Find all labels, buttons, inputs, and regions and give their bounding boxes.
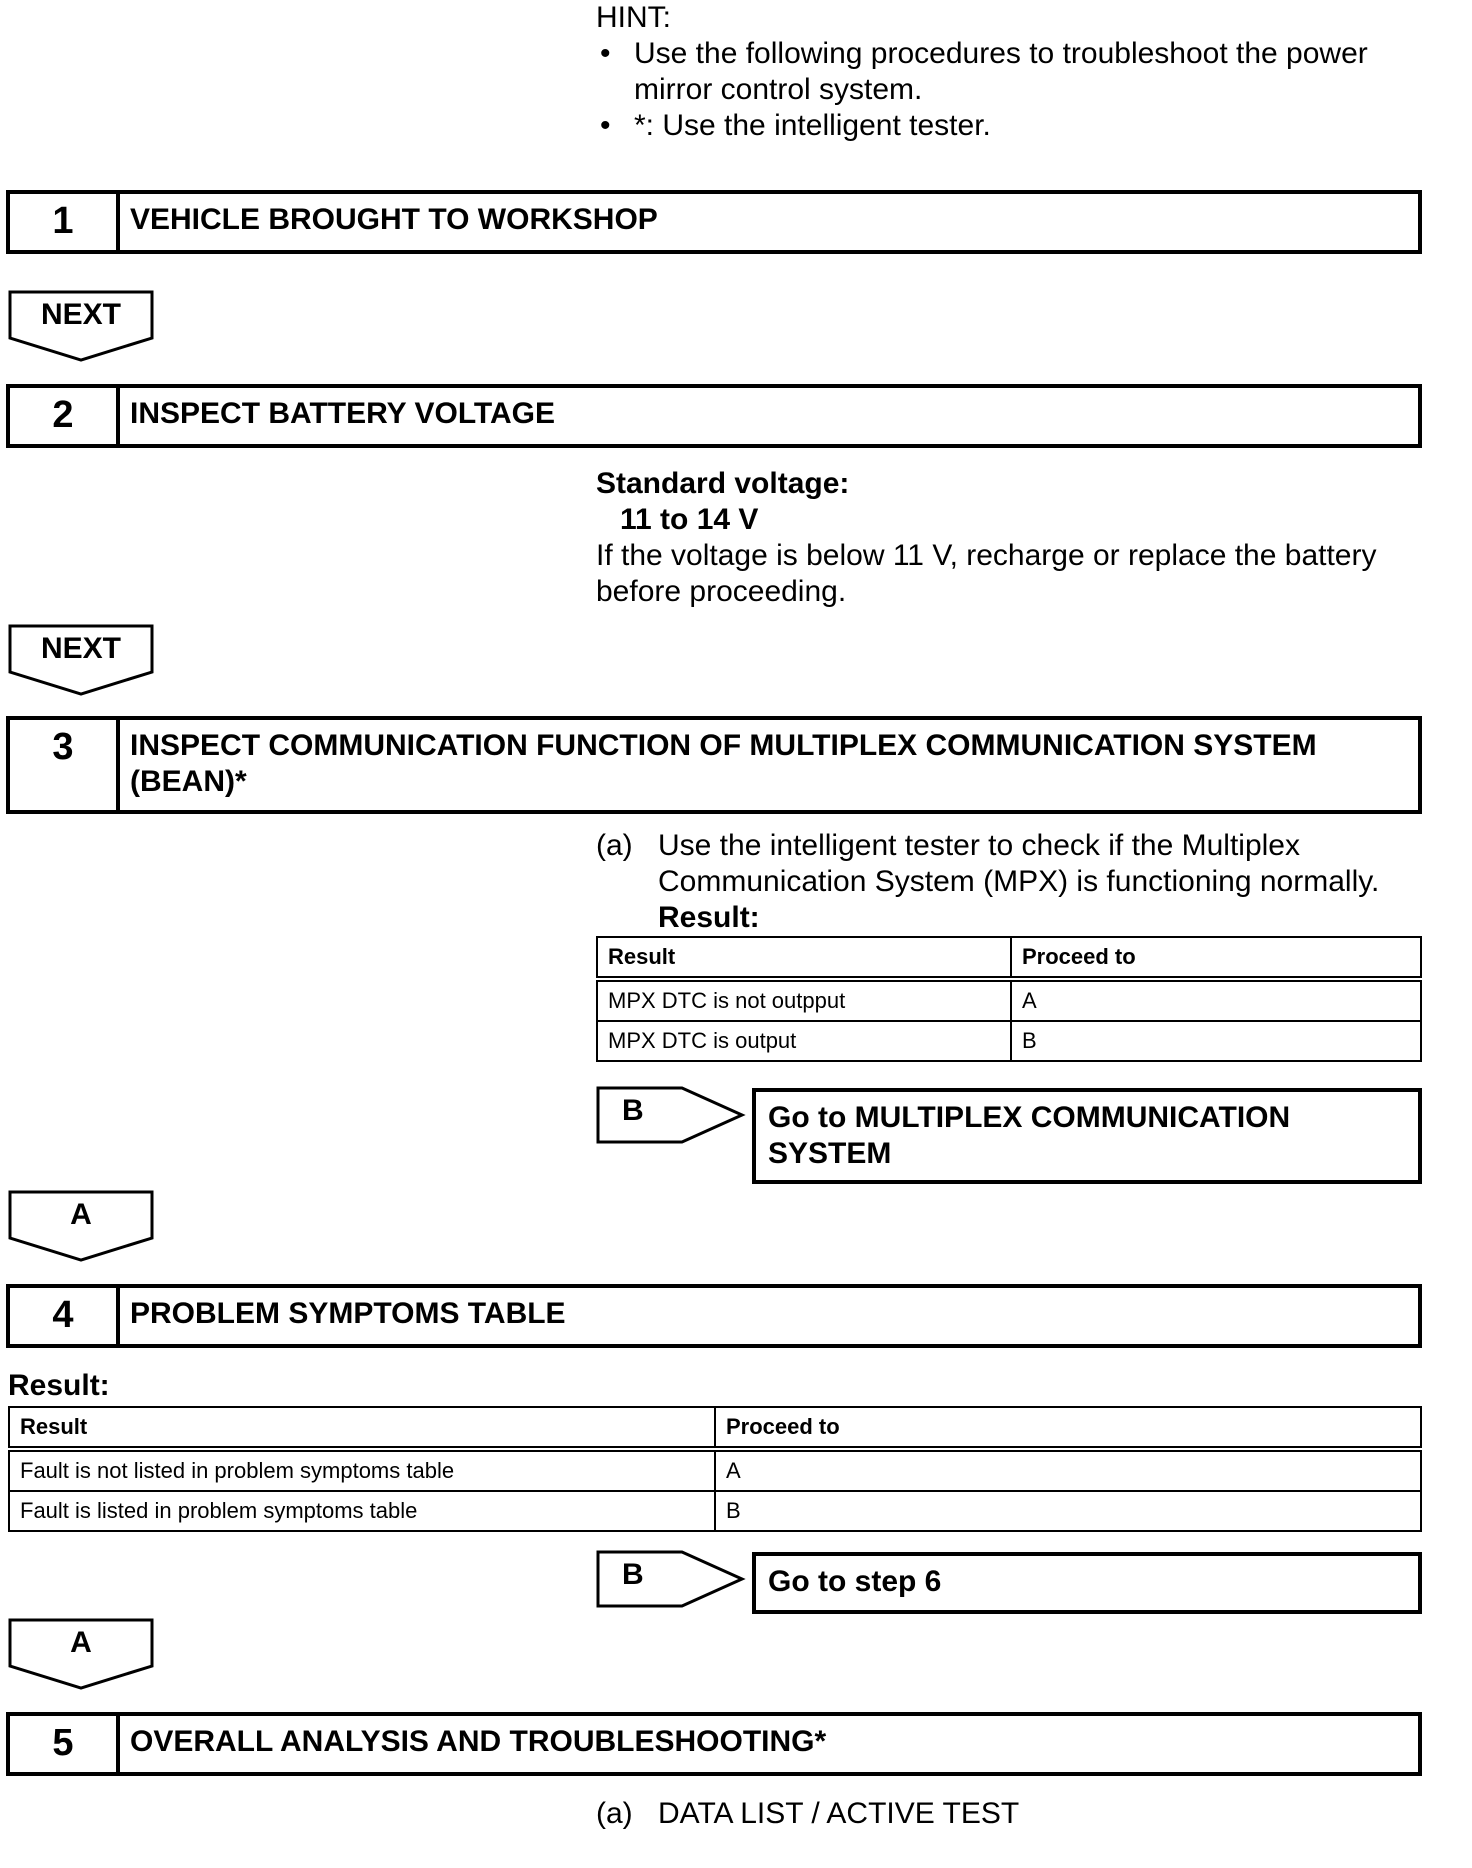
right-arrow-icon [596, 1550, 746, 1608]
branch-b-tag [596, 1086, 746, 1144]
result-label: Result: [8, 1369, 110, 1402]
branch-a-arrow [8, 1618, 154, 1692]
table-row [597, 1021, 1421, 1061]
table-cell: A [715, 1449, 1421, 1491]
step-5-content [596, 1796, 1422, 1832]
table-cell: B [1011, 1021, 1421, 1061]
step-2-content [596, 466, 1416, 610]
step-3-box [6, 716, 1422, 814]
standard-voltage-value: 11 to 14 V [620, 503, 759, 536]
branch-label: A [70, 1198, 92, 1231]
step-number: 4 [10, 1288, 120, 1344]
table-cell: Fault is listed in problem symptoms table [9, 1491, 715, 1531]
table-header-row [9, 1407, 1421, 1449]
step-title: OVERALL ANALYSIS AND TROUBLESHOOTING* [130, 1725, 827, 1758]
table-cell: Fault is not listed in problem symptoms table [9, 1449, 715, 1491]
branch-label: B [622, 1094, 644, 1127]
step-2-box [6, 384, 1422, 448]
goto-box: Go to step 6 [752, 1552, 1422, 1614]
table-header: Proceed to [1011, 937, 1421, 979]
hint-item: • *: Use the intelligent tester. [596, 108, 1416, 144]
step-title: PROBLEM SYMPTOMS TABLE [130, 1297, 566, 1330]
next-arrow [8, 624, 154, 698]
table-cell: A [1011, 979, 1421, 1021]
next-label: NEXT [40, 298, 121, 331]
step-5-box [6, 1712, 1422, 1776]
next-arrow [8, 290, 154, 364]
sub-step-text: Use the intelligent tester to check if the Multiplex Communication System (MPX) is functioning normally. [658, 829, 1380, 898]
voltage-note: If the voltage is below 11 V, recharge or replace the battery before proceeding. [596, 539, 1377, 608]
table-row [597, 979, 1421, 1021]
table-header: Result [9, 1407, 715, 1449]
step-1-box [6, 190, 1422, 254]
hint-item: • Use the following procedures to troubleshoot the power mirror control system. [596, 36, 1416, 108]
standard-voltage-label: Standard voltage: [596, 467, 850, 500]
step-number: 3 [10, 720, 120, 810]
branch-label: A [70, 1626, 92, 1659]
step-title: VEHICLE BROUGHT TO WORKSHOP [130, 203, 658, 236]
step-4-result-table [8, 1406, 1422, 1532]
step-3-result-table [596, 936, 1422, 1062]
table-row [9, 1491, 1421, 1531]
hint-block [596, 0, 1416, 144]
table-row [9, 1449, 1421, 1491]
table-header: Result [597, 937, 1011, 979]
step-title: INSPECT COMMUNICATION FUNCTION OF MULTIPLEX COMMUNICATION SYSTEM (BEAN)* [130, 729, 1317, 798]
table-cell: B [715, 1491, 1421, 1531]
sub-step-label: (a) [596, 1797, 633, 1830]
hint-list [596, 36, 1416, 144]
step-3-content [596, 828, 1422, 936]
goto-box: Go to MULTIPLEX COMMUNICATION SYSTEM [752, 1088, 1422, 1184]
branch-a-arrow [8, 1190, 154, 1264]
next-label: NEXT [40, 632, 121, 665]
result-label: Result: [658, 901, 760, 934]
right-arrow-icon [596, 1086, 746, 1144]
table-header-row [597, 937, 1421, 979]
step-4-box [6, 1284, 1422, 1348]
table-cell: MPX DTC is output [597, 1021, 1011, 1061]
step-number: 5 [10, 1716, 120, 1772]
table-cell: MPX DTC is not outpput [597, 979, 1011, 1021]
hint-label: HINT: [596, 1, 671, 34]
sub-step-label: (a) [596, 829, 633, 862]
sub-step-text: DATA LIST / ACTIVE TEST [658, 1797, 1020, 1830]
branch-b-tag [596, 1550, 746, 1608]
table-header: Proceed to [715, 1407, 1421, 1449]
branch-label: B [622, 1558, 644, 1591]
step-number: 1 [10, 194, 120, 250]
step-title: INSPECT BATTERY VOLTAGE [130, 397, 556, 430]
step-number: 2 [10, 388, 120, 444]
